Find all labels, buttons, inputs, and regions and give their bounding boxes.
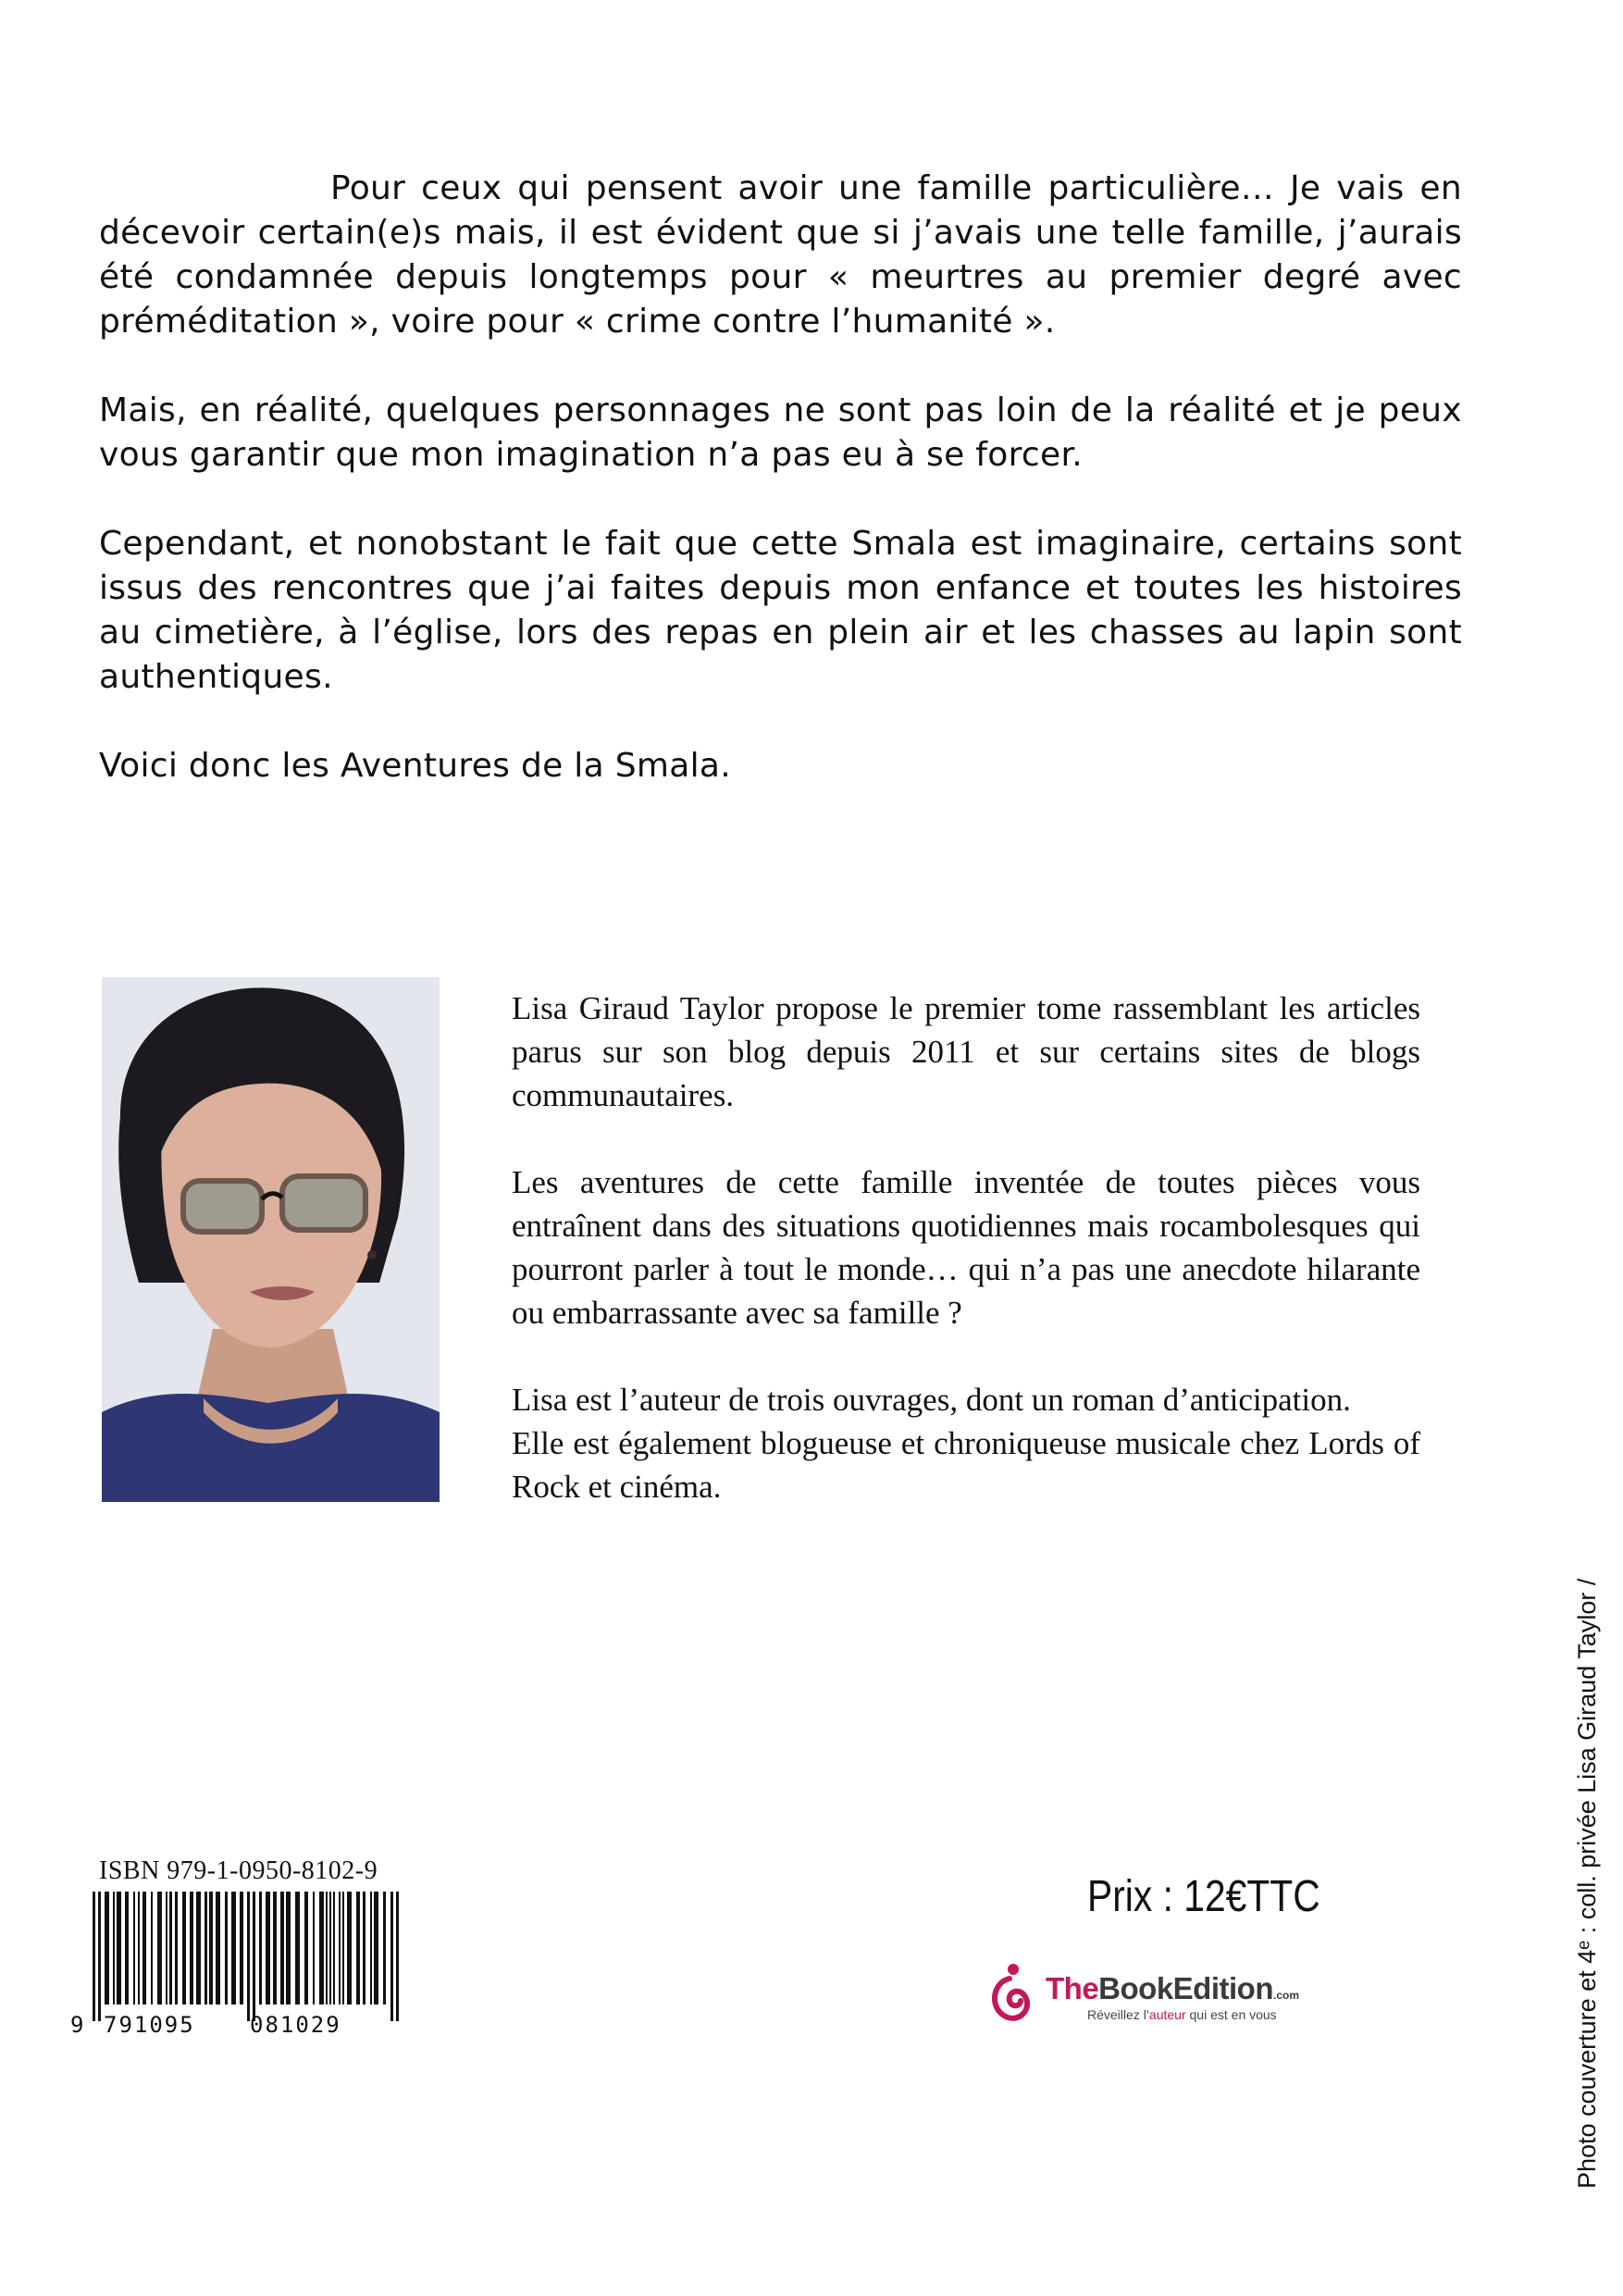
publisher-name-prefix: The	[1046, 1971, 1099, 2005]
publisher-tagline	[1087, 2007, 1277, 2022]
barcode-bar	[396, 1892, 399, 2021]
barcode-bar	[133, 1892, 135, 2004]
barcode-bar	[253, 1892, 255, 2021]
barcode-bar	[286, 1892, 291, 2004]
isbn-label: ISBN 979-1-0950-8102-9	[99, 1856, 378, 1885]
barcode-bar	[157, 1892, 162, 2004]
barcode-digits-right: 081029	[250, 2012, 341, 2038]
barcode-bar	[259, 1892, 262, 2004]
author-bio	[512, 987, 1420, 1552]
intro-paragraph-2: Mais, en réalité, quelques personnages ne sont pas loin de la réalité et je peux vous garantir que mon imagination n’a pas eu à se forcer.	[99, 391, 1462, 474]
barcode-bar	[182, 1892, 186, 2004]
author-paragraph-4: Elle est également blogueuse et chroniqueuse musicale chez Lords of Rock et cinéma.	[512, 1425, 1420, 1505]
tagline-highlight: auteur	[1148, 2007, 1186, 2022]
barcode-bar	[93, 1892, 95, 2021]
barcode-bar	[333, 1892, 335, 2004]
intro-text	[99, 167, 1462, 833]
barcode-bar	[329, 1892, 331, 2004]
barcode-digit-lead: 9	[70, 2012, 84, 2038]
barcode-bar	[319, 1892, 324, 2004]
barcode-bar	[390, 1892, 393, 2021]
publisher-name	[1046, 1971, 1299, 2006]
barcode-bar	[142, 1892, 146, 2004]
barcode-bar	[363, 1892, 365, 2004]
intro-paragraph-4: Voici donc les Aventures de la Smala.	[99, 747, 731, 785]
barcode-bar	[326, 1892, 328, 2004]
isbn-barcode	[65, 1892, 407, 2040]
barcode-bar	[295, 1892, 300, 2004]
barcode-bar	[247, 1892, 250, 2021]
barcode-bar	[204, 1892, 207, 2004]
barcode-bar	[175, 1892, 178, 2004]
barcode-bar	[98, 1892, 101, 2021]
barcode-bars	[93, 1892, 399, 2021]
publisher-domain: .com	[1272, 1989, 1299, 2002]
publisher-logo	[984, 1960, 1372, 2034]
author-paragraph-1: Lisa Giraud Taylor propose le premier tome rassemblant les articles parus sur son blog depuis 2011 et sur certains sites de blogs communautaires.	[512, 990, 1420, 1113]
barcode-bar	[216, 1892, 220, 2004]
barcode-bar	[125, 1892, 129, 2004]
publisher-name-rest: BookEdition	[1098, 1971, 1273, 2005]
barcode-bar	[347, 1892, 352, 2004]
author-paragraph-3: Lisa est l’auteur de trois ouvrages, dont un roman d’anticipation.	[512, 1382, 1351, 1418]
barcode-bar	[280, 1892, 284, 2004]
author-photo	[102, 977, 440, 1502]
barcode-bar	[370, 1892, 372, 2004]
barcode-bar	[240, 1892, 243, 2004]
barcode-bar	[105, 1892, 109, 2004]
barcode-bar	[383, 1892, 386, 2004]
intro-paragraph-3: Cependant, et nonobstant le fait que cette Smala est imaginaire, certains sont issus des rencontres que j’ai faites depuis mon enfance et toutes les histoires au cimetière, à l’église, lors des repas en plein air et les chasses au lapin sont authentiques.	[99, 525, 1462, 696]
barcode-bar	[113, 1892, 115, 2004]
price-label: Prix : 12€TTC	[1087, 1872, 1320, 1921]
photo-credit: Photo couverture et 4ᵉ : coll. privée Lisa Giraud Taylor /	[1573, 1578, 1601, 2189]
barcode-bar	[374, 1892, 378, 2004]
barcode-bar	[266, 1892, 270, 2004]
barcode-bar	[190, 1892, 193, 2004]
barcode-bar	[166, 1892, 167, 2004]
barcode-bar	[138, 1892, 140, 2004]
barcode-bar	[231, 1892, 236, 2004]
barcode-bar	[117, 1892, 121, 2004]
barcode-bar	[169, 1892, 172, 2004]
barcode-bar	[209, 1892, 213, 2004]
barcode-digits-left: 791095	[104, 2012, 195, 2038]
intro-paragraph-1: Pour ceux qui pensent avoir une famille particulière… Je vais en décevoir certain(e)s mais, il est évident que si j’avais une telle famille, j’aurais été condamnée depuis longtemps pour « meurtres au premier degré avec préméditation », voire pour « crime contre l’humanité ».	[99, 169, 1462, 341]
author-paragraph-2: Les aventures de cette famille inventée de toutes pièces vous entraînent dans des situations quotidiennes mais rocambolesques qui pourront parler à tout le monde… qui n’a pas une anecdote hilarante ou embarrassante avec sa famille ?	[512, 1164, 1420, 1331]
barcode-bar	[196, 1892, 201, 2004]
barcode-bar	[339, 1892, 341, 2004]
barcode-bar	[313, 1892, 315, 2004]
barcode-bar	[273, 1892, 277, 2004]
publisher-swirl-icon	[984, 1962, 1039, 2027]
barcode-bar	[225, 1892, 228, 2004]
author-portrait-illustration	[102, 977, 440, 1502]
tagline-start: Réveillez l’	[1087, 2007, 1149, 2022]
barcode-bar	[304, 1892, 308, 2004]
barcode-bar	[342, 1892, 344, 2004]
barcode-bar	[151, 1892, 153, 2004]
barcode-bar	[356, 1892, 360, 2004]
tagline-end: qui est en vous	[1185, 2007, 1277, 2022]
